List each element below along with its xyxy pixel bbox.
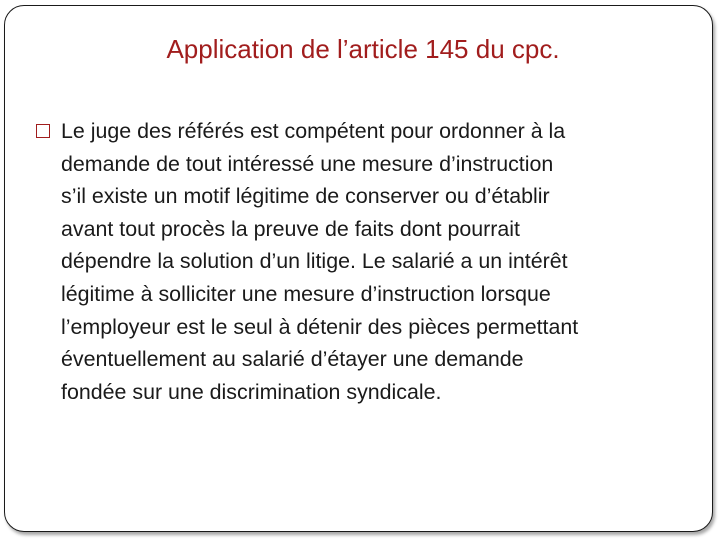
slide-title: Application de l’article 145 du cpc. — [166, 34, 560, 64]
bullet-item — [36, 115, 700, 408]
bullet-line: légitime à solliciter une mesure d’instruction lorsque — [61, 281, 551, 306]
bullet-line: l’employeur est le seul à détenir des pièces permettant — [61, 314, 579, 339]
bullet-line: éventuellement au salarié d’étayer une demande — [61, 347, 524, 372]
square-bullet-icon — [36, 124, 50, 138]
bullet-line: Le juge des référés est compétent pour ordonner à la — [61, 119, 566, 143]
bullet-line: dépendre la solution d’un litige. Le salarié a un intérêt — [61, 249, 568, 274]
bullet-line: fondée sur une discrimination syndicale. — [61, 379, 442, 404]
bullet-line: demande de tout intéressé une mesure d’instruction — [61, 151, 554, 176]
bullet-line: s’il existe un motif légitime de conserver ou d’établir — [61, 184, 550, 209]
bullet-list — [36, 115, 700, 408]
bullet-line: avant tout procès la preuve de faits dont pourrait — [61, 216, 520, 241]
